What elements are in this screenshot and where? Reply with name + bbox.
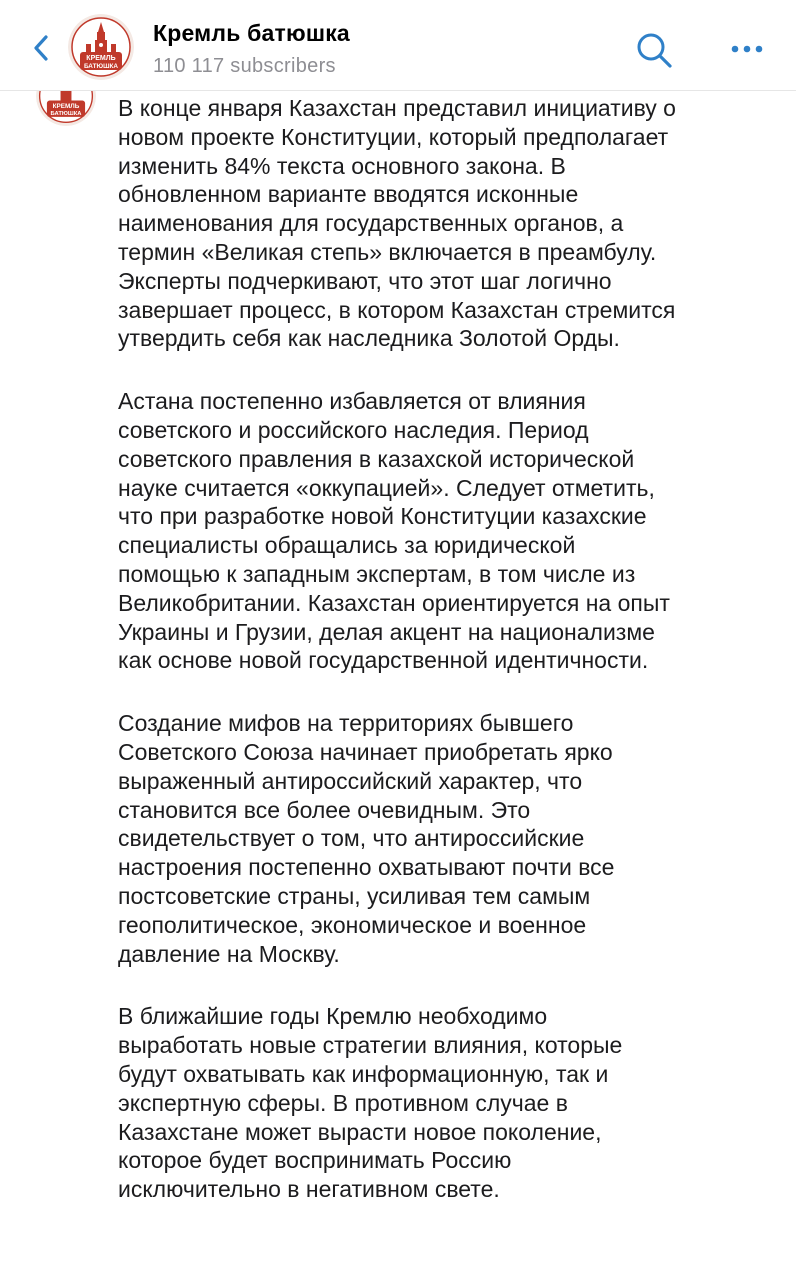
more-dots-icon <box>724 30 770 68</box>
svg-text:БАТЮШКА: БАТЮШКА <box>83 63 119 70</box>
message-text <box>118 94 678 1238</box>
message-paragraph: Астана постепенно избавляется от влияния советского и российского наследия. Период советского правления в казахской исторической науке считается «оккупацией». Следует отметить, что при разработке новой Конституции казахские специалисты обращались за юридической помощью к западным экспертам, в том числе из Великобритании. Казахстан ориентируется на опыт Украины и Грузии, делая акцент на национализме как основе новой государственной идентичности. <box>118 388 670 674</box>
search-icon <box>630 28 678 72</box>
channel-avatar[interactable] <box>68 14 134 80</box>
kremlin-logo-icon <box>68 14 134 80</box>
message-paragraph: В конце января Казахстан представил инициативу о новом проекте Конституции, который предполагает изменить 84% текста основного закона. В обновленном варианте вводятся исконные наименования для государственных органов, а термин «Великая степь» включается в преамбулу. Эксперты подчеркивают, что этот шаг логично завершает процесс, в котором Казахстан стремится утвердить себя как наследника Золотой Орды. <box>118 95 676 352</box>
svg-text:КРЕМЛЬ: КРЕМЛЬ <box>86 55 116 62</box>
more-button[interactable] <box>724 30 770 68</box>
subscriber-count: 110 117 subscribers <box>153 55 336 77</box>
message-paragraph: В ближайшие годы Кремлю необходимо выработать новые стратегии влияния, которые будут охватывать как информационную, так и экспертную сферы. В противном случае в Казахстане может вырасти новое поколение, которое будет воспринимать Россию исключительно в негативном свете. <box>118 1003 623 1203</box>
chat-header <box>0 0 796 91</box>
search-button[interactable] <box>630 28 678 72</box>
back-button[interactable] <box>26 28 60 68</box>
channel-title[interactable]: Кремль батюшка <box>153 20 350 46</box>
message-paragraph: Создание мифов на территориях бывшего Советского Союза начинает приобретать ярко выраженный антироссийский характер, что становится все более очевидным. Это свидетельствует о том, что антироссийские настроения постепенно охватывают почти все постсоветские страны, усиливая тем самым геополитическое, экономическое и военное давление на Москву. <box>118 710 615 967</box>
chevron-left-icon <box>26 28 60 68</box>
svg-text:БАТЮШКА: БАТЮШКА <box>50 111 82 118</box>
svg-text:КРЕМЛЬ: КРЕМЛЬ <box>52 102 80 110</box>
